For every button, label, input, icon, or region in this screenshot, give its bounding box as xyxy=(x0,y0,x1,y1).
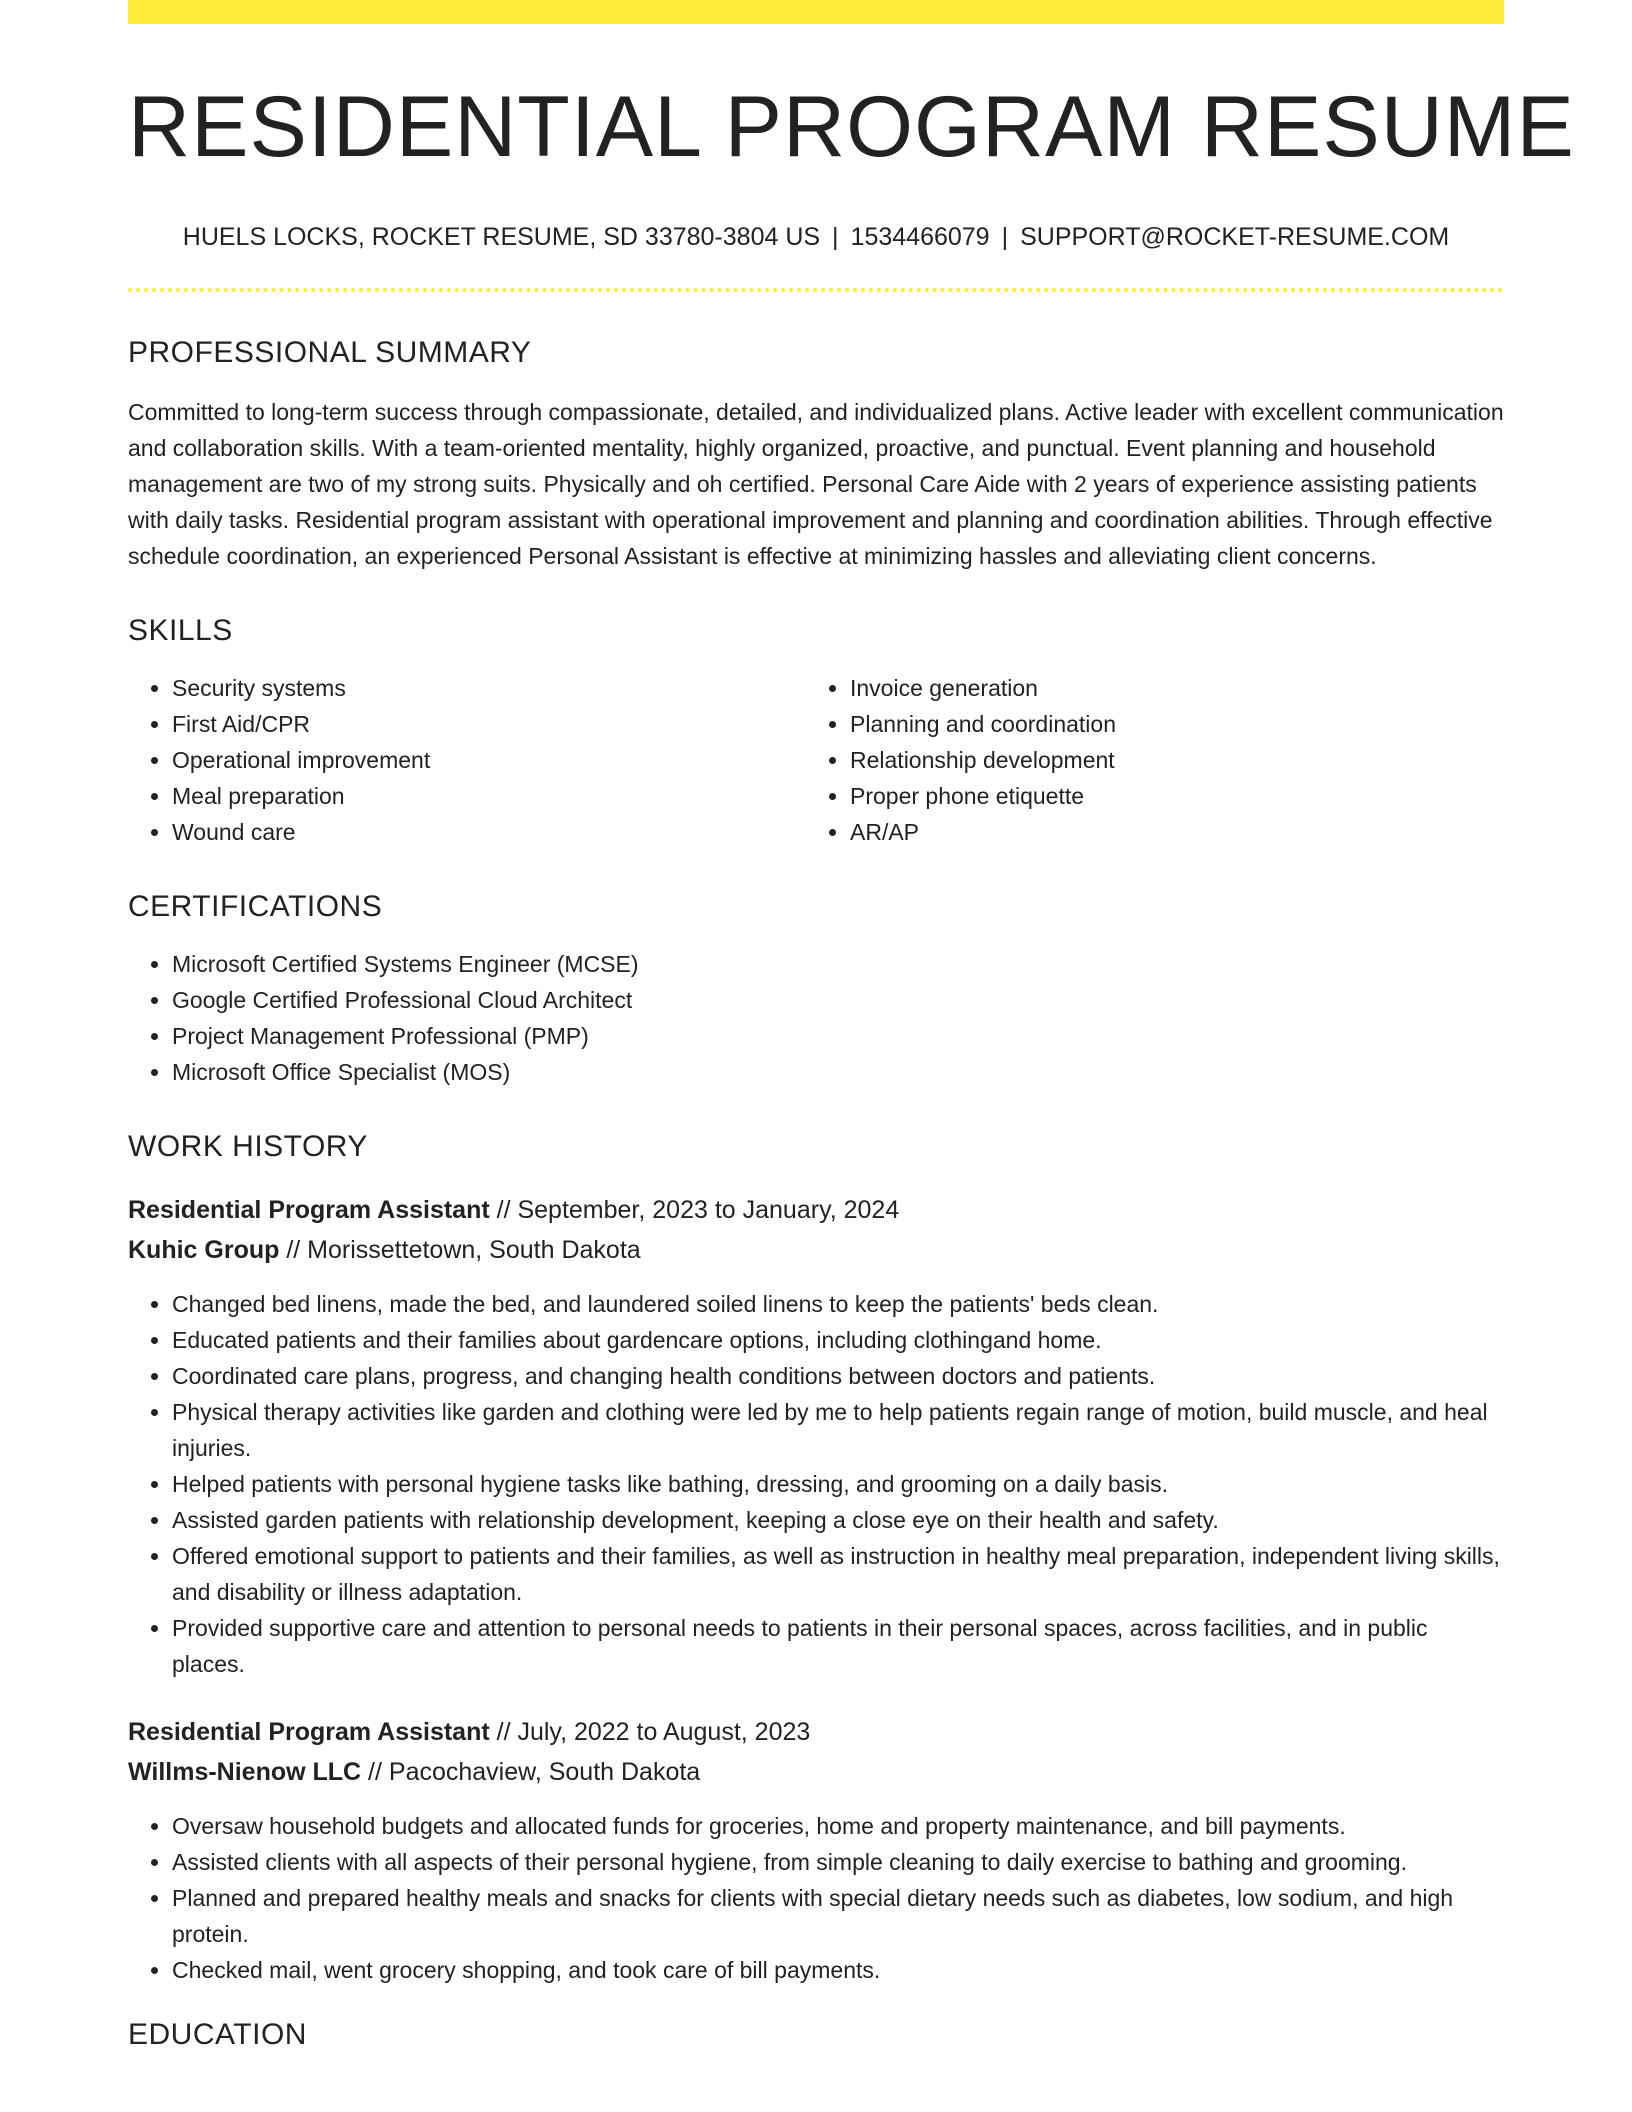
skills-heading: SKILLS xyxy=(128,613,233,647)
job-title: Residential Program Assistant xyxy=(128,1717,490,1746)
list-item: • Oversaw household budgets and allocated funds for groceries, home and property maintenance, and bill payments. xyxy=(172,1808,1504,1844)
resume-title: RESIDENTIAL PROGRAM RESUME xyxy=(128,79,1575,175)
list-item: • Planned and prepared healthy meals and snacks for clients with special dietary needs such as diabetes, low sodium, and high protein. xyxy=(172,1880,1504,1952)
list-item: • Helped patients with personal hygiene tasks like bathing, dressing, and grooming on a daily basis. xyxy=(172,1466,1504,1502)
job-dates: // July, 2022 to August, 2023 xyxy=(489,1717,811,1746)
job-spacer xyxy=(128,1682,1504,1712)
list-item: • Project Management Professional (PMP) xyxy=(172,1018,1504,1054)
education-heading: EDUCATION xyxy=(128,2017,307,2051)
contact-phone: 1534466079 xyxy=(850,222,990,251)
company-name: Willms-Nienow LLC xyxy=(128,1757,362,1786)
work-history-heading: WORK HISTORY xyxy=(128,1129,368,1163)
list-item: • Invoice generation xyxy=(850,670,1484,706)
list-item: • Assisted garden patients with relationship development, keeping a close eye on their health and safety. xyxy=(172,1502,1504,1538)
job-title: Residential Program Assistant xyxy=(128,1195,490,1224)
job-entry xyxy=(128,1190,1504,1682)
skills-left-list xyxy=(128,670,806,850)
job-dates: // September, 2023 to January, 2024 xyxy=(489,1195,900,1224)
contact-separator: | xyxy=(1001,222,1009,251)
list-item: • Security systems xyxy=(172,670,806,706)
job-duties-list xyxy=(128,1286,1504,1682)
list-item: • Microsoft Certified Systems Engineer (MCSE) xyxy=(172,946,1504,982)
company-line xyxy=(128,1230,1504,1270)
job-title-line xyxy=(128,1712,1504,1752)
list-item: • Changed bed linens, made the bed, and laundered soiled linens to keep the patients' beds clean. xyxy=(172,1286,1504,1322)
resume-page xyxy=(128,0,1575,2052)
skills-right-list xyxy=(806,670,1484,850)
job-entry xyxy=(128,1712,1504,1988)
list-item: • First Aid/CPR xyxy=(172,706,806,742)
company-location: // Morissettetown, South Dakota xyxy=(279,1235,641,1264)
list-item: • Physical therapy activities like garden and clothing were led by me to help patients regain range of motion, build muscle, and heal injuries. xyxy=(172,1394,1504,1466)
list-item: • Relationship development xyxy=(850,742,1484,778)
list-item: • Offered emotional support to patients and their families, as well as instruction in healthy meal preparation, independent living skills, and disability or illness adaptation. xyxy=(172,1538,1504,1610)
job-title-line xyxy=(128,1190,1504,1230)
list-item: • Meal preparation xyxy=(172,778,806,814)
list-item: • Google Certified Professional Cloud Architect xyxy=(172,982,1504,1018)
summary-heading: PROFESSIONAL SUMMARY xyxy=(128,335,532,369)
contact-line xyxy=(128,223,1504,252)
list-item: • AR/AP xyxy=(850,814,1484,850)
certifications-list xyxy=(128,946,1504,1090)
summary-text: Committed to long-term success through compassionate, detailed, and individualized plans. Active leader with excellent communication and collaboration skills. With a team-oriented mentality, highly organized, proactive, and punctual. Event planning and household management are two of my strong suits. Physically and oh certified. Personal Care Aide with 2 years of experience assisting patients with daily tasks. Residential program assistant with operational improvement and planning and coordination abilities. Through effective schedule coordination, an experienced Personal Assistant is effective at minimizing hassles and alleviating client concerns. xyxy=(128,398,1504,569)
contact-separator: | xyxy=(832,222,839,251)
company-location: // Pacochaview, South Dakota xyxy=(361,1757,701,1786)
list-item: • Coordinated care plans, progress, and changing health conditions between doctors and patients. xyxy=(172,1358,1504,1394)
list-item: • Microsoft Office Specialist (MOS) xyxy=(172,1054,1504,1090)
certifications-heading: CERTIFICATIONS xyxy=(128,889,383,923)
skills-grid xyxy=(128,670,1504,850)
list-item: • Checked mail, went grocery shopping, and took care of bill payments. xyxy=(172,1952,1504,1988)
contact-email: SUPPORT@ROCKET-RESUME.COM xyxy=(1020,222,1450,251)
job-duties-list xyxy=(128,1808,1504,1988)
company-name: Kuhic Group xyxy=(128,1235,280,1264)
company-line xyxy=(128,1752,1504,1792)
accent-top-bar xyxy=(128,0,1504,24)
list-item: • Wound care xyxy=(172,814,806,850)
list-item: • Planning and coordination xyxy=(850,706,1484,742)
list-item: • Proper phone etiquette xyxy=(850,778,1484,814)
contact-address: HUELS LOCKS, ROCKET RESUME, SD 33780-3804 US xyxy=(182,222,821,251)
dotted-divider xyxy=(128,288,1504,292)
list-item: • Operational improvement xyxy=(172,742,806,778)
list-item: • Educated patients and their families about gardencare options, including clothingand home. xyxy=(172,1322,1504,1358)
list-item: • Assisted clients with all aspects of their personal hygiene, from simple cleaning to daily exercise to bathing and grooming. xyxy=(172,1844,1504,1880)
list-item: • Provided supportive care and attention to personal needs to patients in their personal spaces, across facilities, and in public places. xyxy=(172,1610,1504,1682)
